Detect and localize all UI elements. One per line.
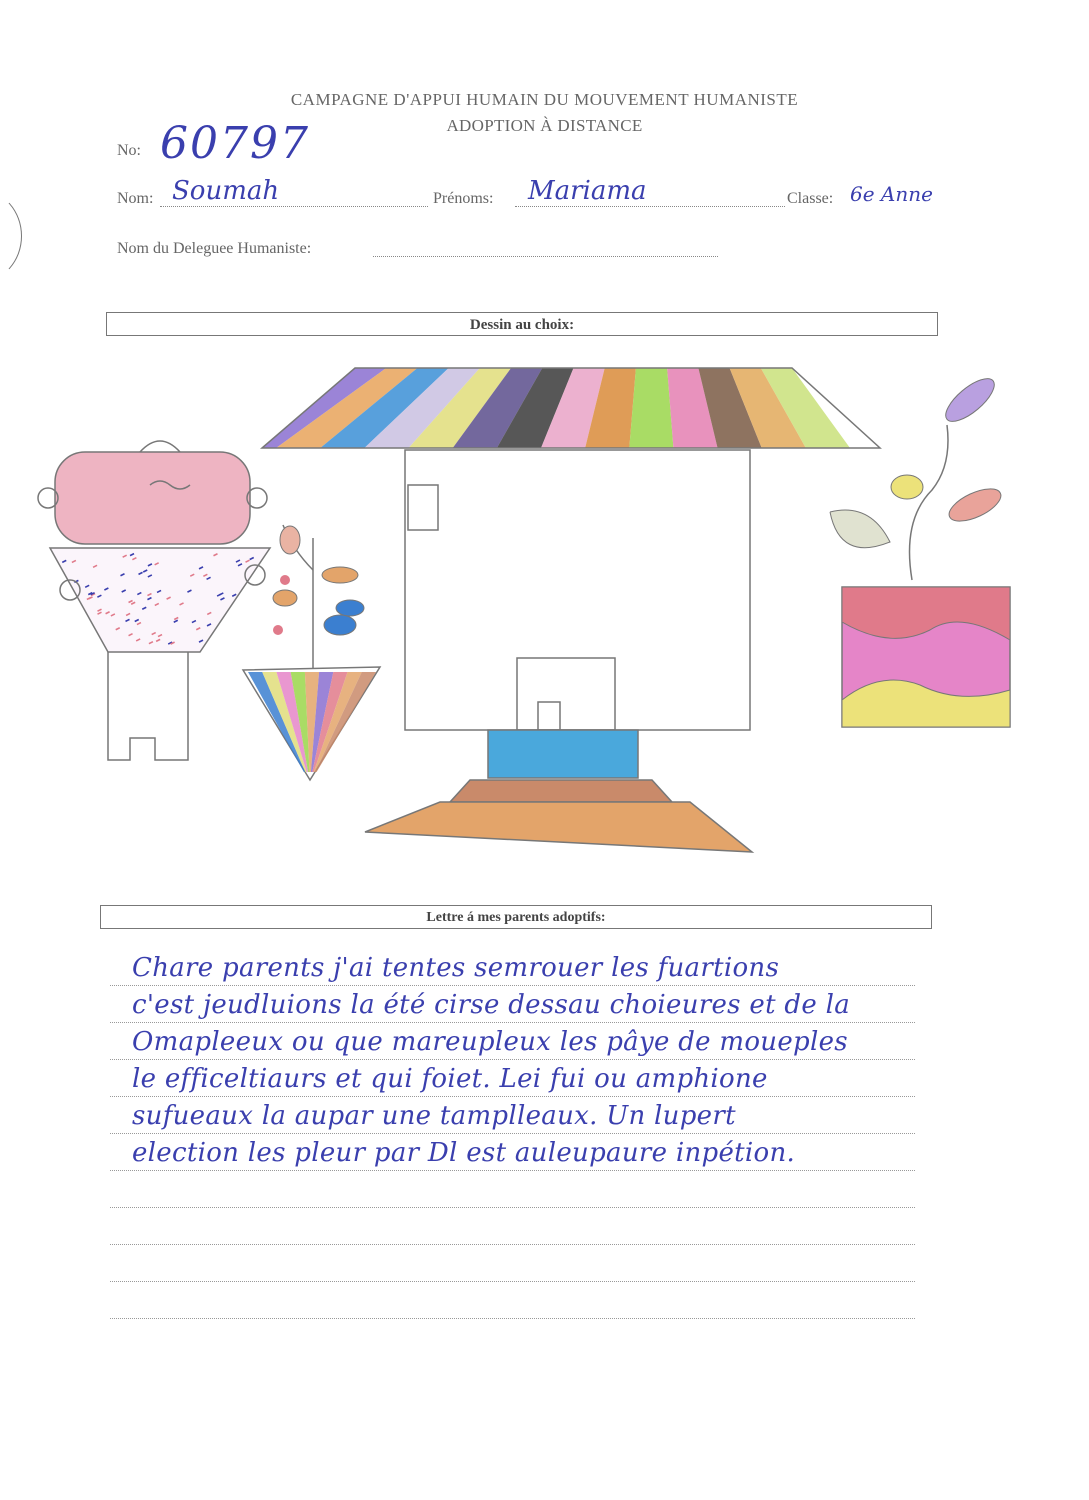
drawing-section-title: Dessin au choix: xyxy=(106,312,938,336)
triangle-planter xyxy=(243,525,380,780)
campaign-subtitle: ADOPTION À DISTANCE xyxy=(446,116,643,135)
child-drawing xyxy=(0,340,1089,870)
letter-line-text: election les pleur par Dl est auleupaure inpétion. xyxy=(132,1138,796,1168)
nom-dots xyxy=(160,206,428,207)
classe-label: Classe: xyxy=(787,190,834,207)
letter-line xyxy=(110,1135,915,1171)
letter-section-title: Lettre á mes parents adoptifs: xyxy=(100,905,932,929)
letter-line xyxy=(110,1209,915,1245)
letter-line xyxy=(110,1098,915,1134)
letter-line xyxy=(110,1172,915,1208)
prenoms-dots xyxy=(515,206,785,207)
letter-line xyxy=(110,1024,915,1060)
nom-value: Soumah xyxy=(172,176,280,206)
roof-stripe xyxy=(629,368,673,448)
house-base xyxy=(365,802,752,852)
letter-line-text: c'est jeudluions la été cirse dessau choieures et de la xyxy=(132,990,851,1020)
flower-planter xyxy=(830,372,1010,727)
campaign-title: CAMPAGNE D'APPUI HUMAIN DU MOUVEMENT HUMANISTE xyxy=(290,90,799,109)
house-step-blue xyxy=(488,730,638,778)
letter-line-text: Omapleeux ou que mareupleux les pâye de moueples xyxy=(132,1027,848,1057)
classe-value: 6e Anne xyxy=(850,182,933,206)
letter-line xyxy=(110,1061,915,1097)
letter-line xyxy=(110,1283,915,1319)
margin-arc xyxy=(0,190,22,282)
nom-label: Nom: xyxy=(117,190,154,207)
prenoms-value: Mariama xyxy=(528,176,647,206)
letter-line-text: sufueaux la aupar une tamplleaux. Un lupert xyxy=(132,1101,736,1131)
delegue-dots xyxy=(373,256,718,257)
cooking-pot xyxy=(38,441,270,760)
letter-line xyxy=(110,950,915,986)
house-step-brown xyxy=(450,780,672,802)
no-label: No: xyxy=(117,142,141,159)
house-roof xyxy=(262,368,850,448)
no-value: 60797 xyxy=(160,118,310,169)
letter-line-text: le efficeltiaurs et qui foiet. Lei fui ou amphione xyxy=(132,1064,768,1094)
letter-line-text: Chare parents j'ai tentes semrouer les fuartions xyxy=(132,953,780,983)
delegue-label: Nom du Deleguee Humaniste: xyxy=(117,240,312,257)
letter-line xyxy=(110,987,915,1023)
house-wall xyxy=(405,450,750,730)
prenoms-label: Prénoms: xyxy=(433,190,494,207)
letter-line xyxy=(110,1246,915,1282)
